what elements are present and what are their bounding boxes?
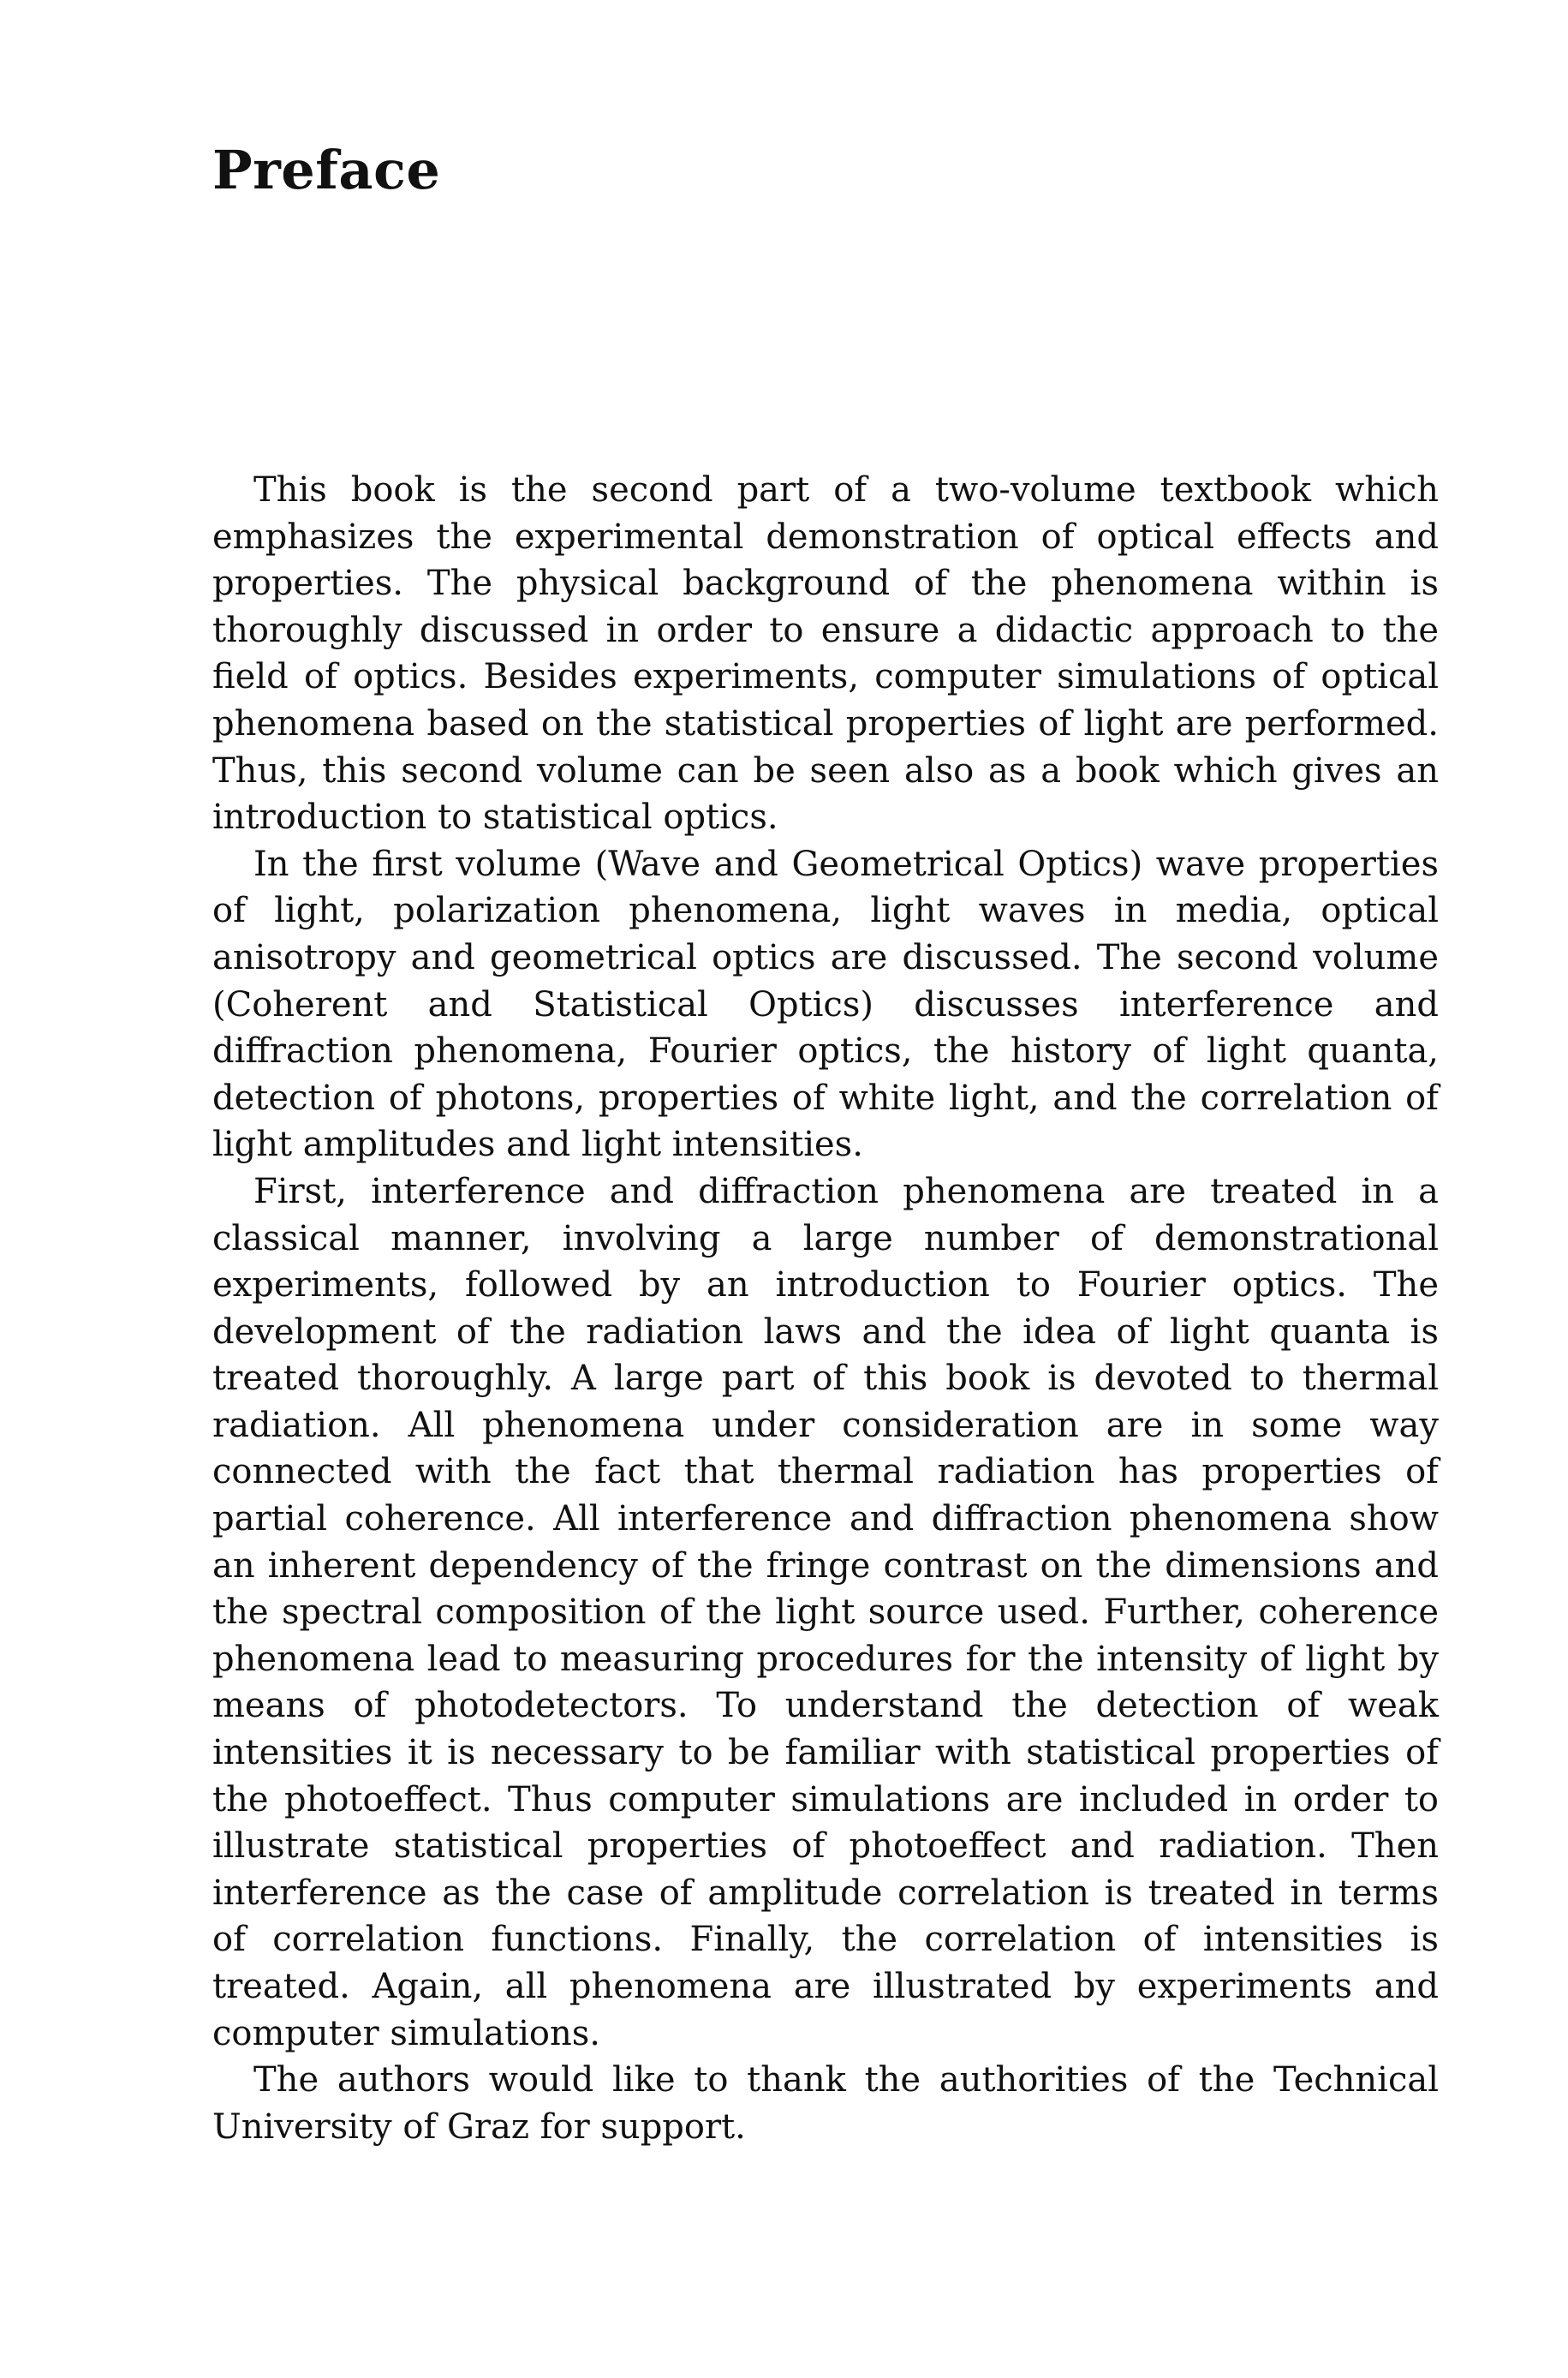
paragraph-2: In the first volume (Wave and Geometrical Optics) wave properties of light, polarization phenomena, light waves in media, optical anisotropy and geometrical optics are discussed. The second volume (Coherent and Statistical Optics) discusses interference and diffraction phenomena, Fourier optics, the history of light quanta, detection of photons, properties of white light, and the correlation of light amplitudes and light intensities. xyxy=(212,844,1439,1165)
paragraph-3: First, interference and diffraction phenomena are treated in a classical manner, involving a large number of demonstrational experiments, followed by an introduction to Fourier optics. The development of the radiation laws and the idea of light quanta is treated thoroughly. A large part of this book is devoted to thermal radiation. All phenomena under consideration are in some way connected with the fact that thermal radiation has properties of partial coherence. All interference and diffraction phenomena show an inherent dependency of the fringe contrast on the dimensions and the spectral composition of the light source used. Further, coherence phenomena lead to measuring procedures for the intensity of light by means of photodetectors. To understand the detection of weak intensities it is necessary to be familiar with statistical properties of the photoeffect. Thus computer simulations are included in order to illustrate statistical properties of photoeffect and radiation. Then interference as the case of amplitude correlation is treated in terms of correlation functions. Finally, the correlation of intensities is treated. Again, all phenomena are illustrated by experiments and computer simulations. xyxy=(212,1171,1439,2053)
preface-body xyxy=(212,467,1439,2150)
paragraph-1: This book is the second part of a two-volume textbook which emphasizes the experimental demonstration of optical effects and properties. The physical background of the phenomena within is thoroughly discussed in order to ensure a didactic approach to the field of optics. Besides experiments, computer simulations of optical phenomena based on the statistical properties of light are performed. Thus, this second volume can be seen also as a book which gives an introduction to statistical optics. xyxy=(212,470,1439,838)
page-title: Preface xyxy=(212,139,441,201)
paragraph-4: The authors would like to thank the authorities of the Technical University of Graz for support. xyxy=(212,2060,1439,2147)
